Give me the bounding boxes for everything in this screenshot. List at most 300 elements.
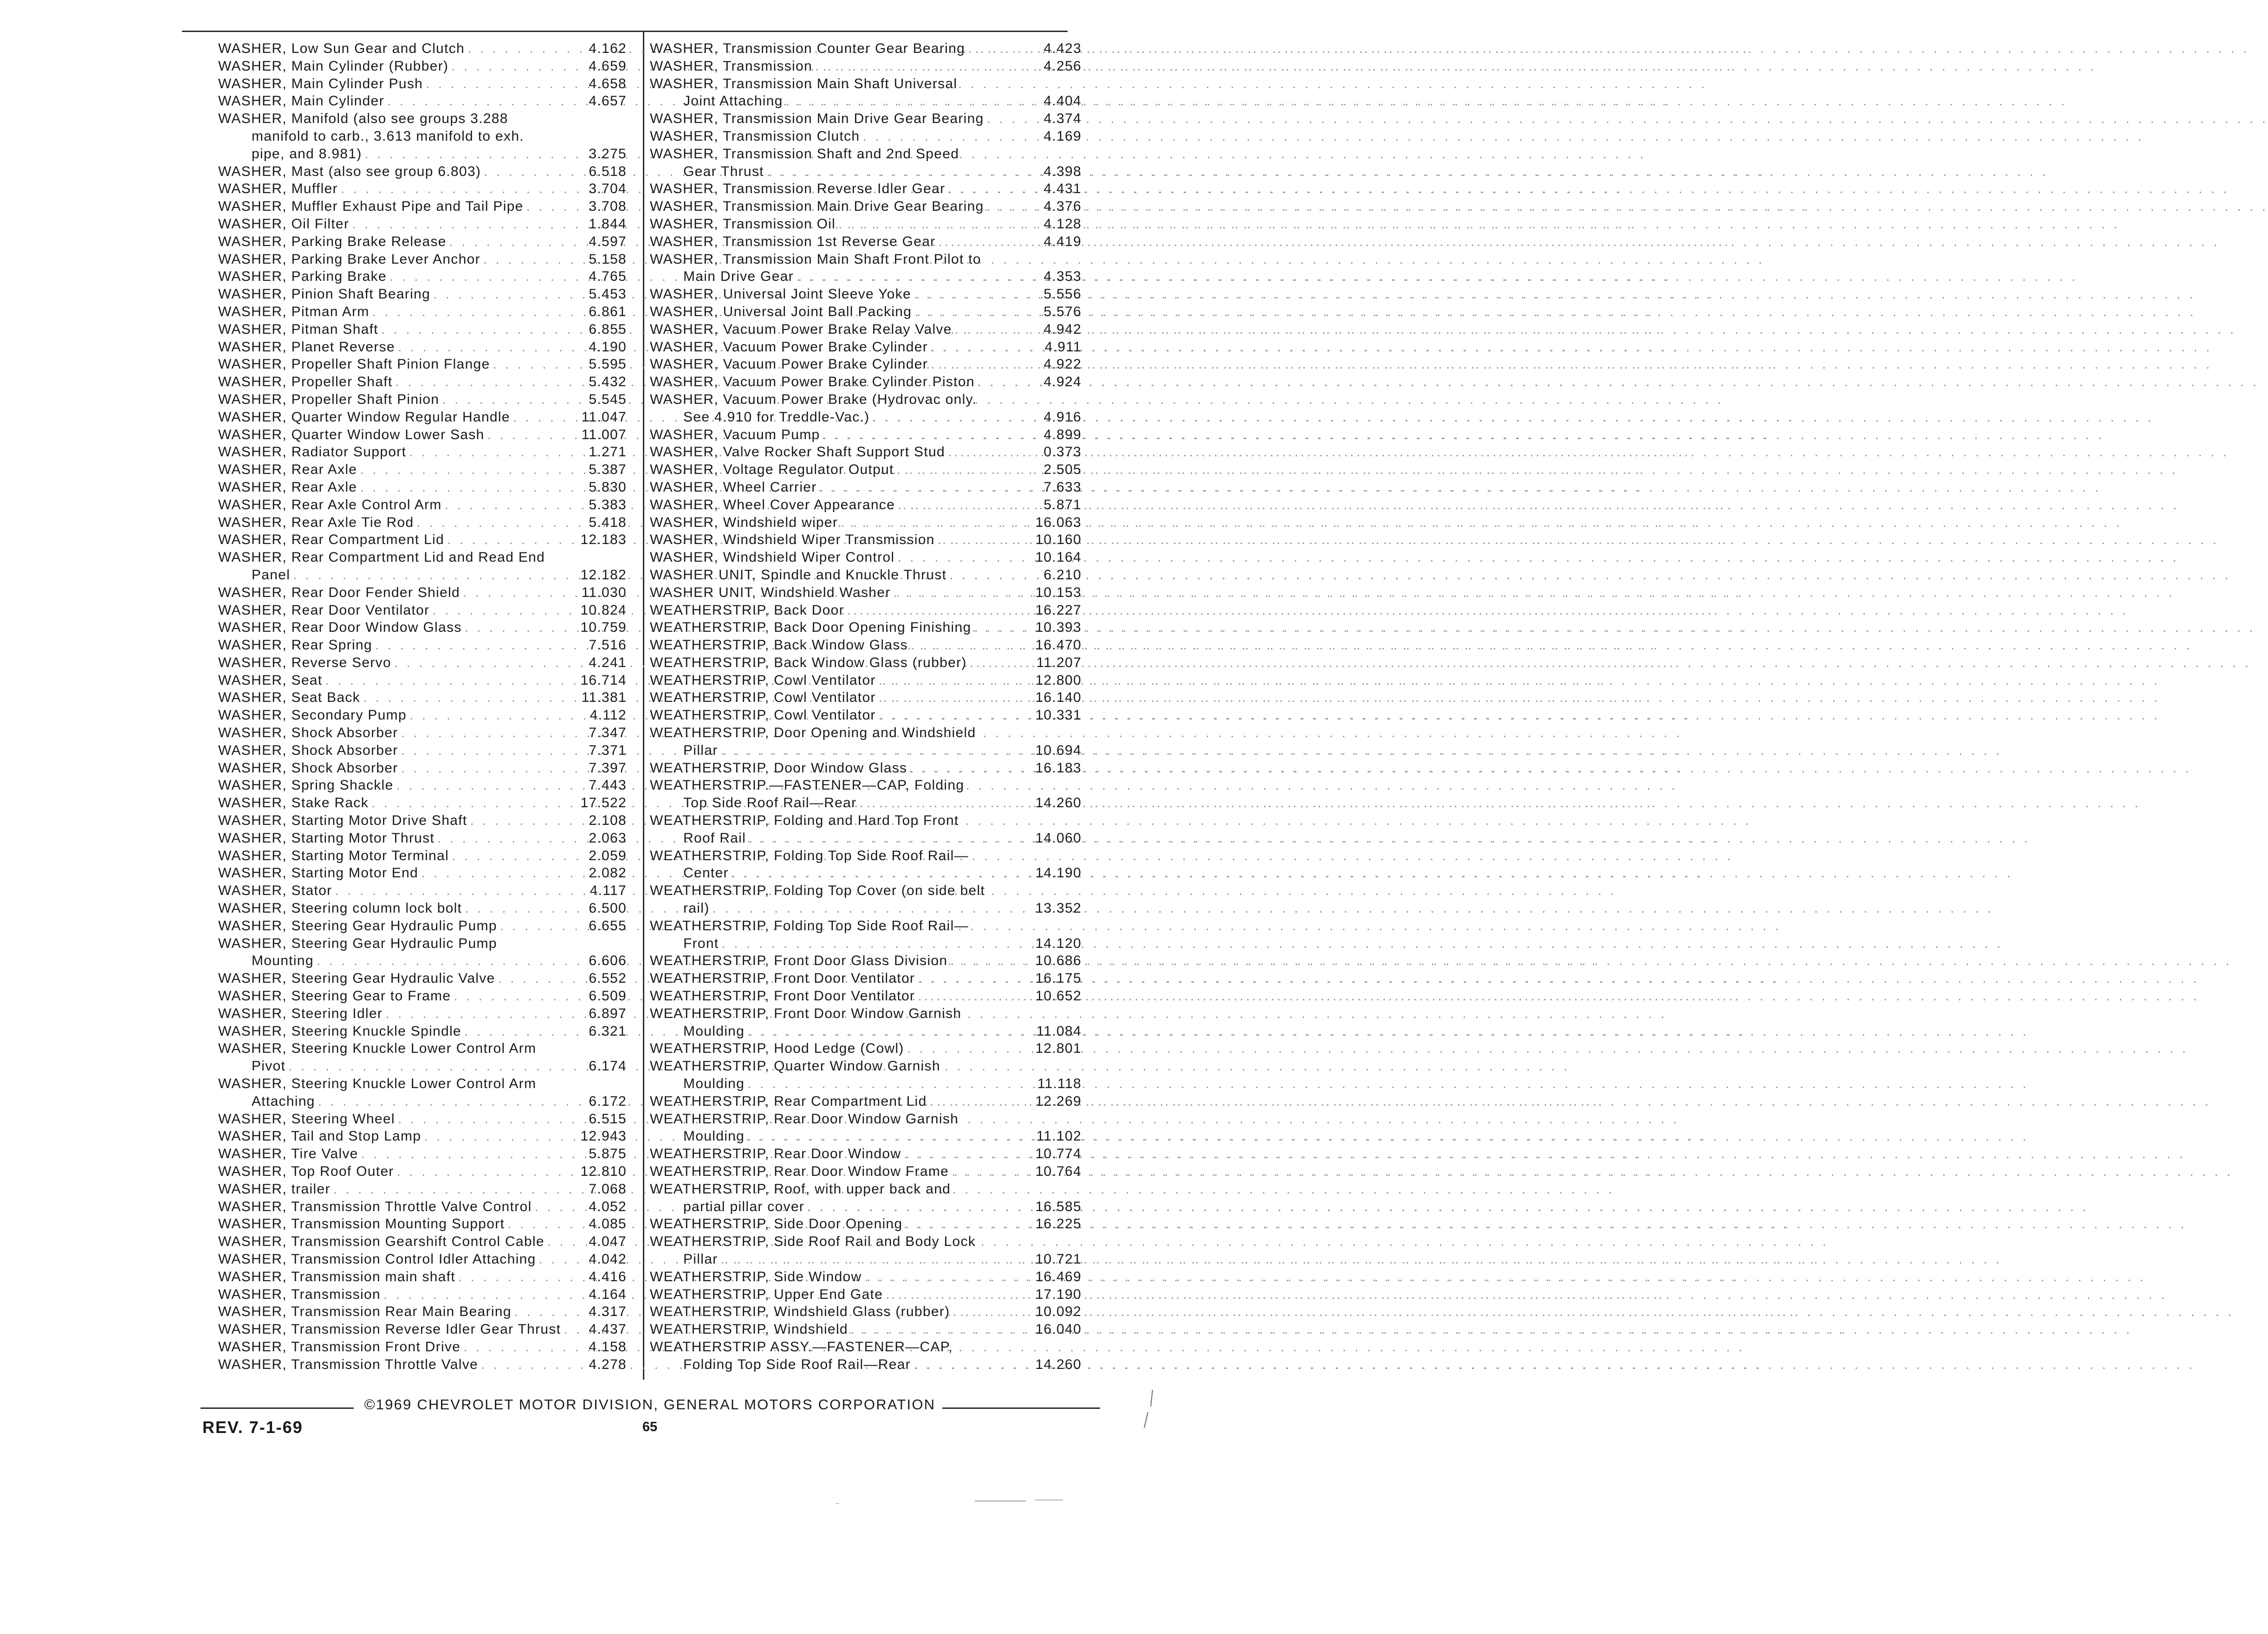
entry-row <box>650 373 1082 391</box>
entry-row <box>218 1005 627 1023</box>
index-entry <box>218 180 627 198</box>
index-entry <box>218 917 627 935</box>
entry-text-line: WASHER, Steering Gear Hydraulic Pump <box>218 935 497 951</box>
entry-row <box>218 1057 627 1075</box>
dot-leader <box>401 724 584 742</box>
dot-leader <box>442 391 584 408</box>
scan-smudge <box>1035 1499 1063 1501</box>
dot-leader <box>360 461 584 479</box>
entry-row <box>218 1268 627 1286</box>
index-entry <box>650 1233 1082 1268</box>
group-reference-number: 7.516 <box>589 637 627 653</box>
group-reference-number: 4.398 <box>1043 163 1082 179</box>
entry-row <box>218 443 627 461</box>
entry-label: WASHER, Starting Motor End <box>218 865 419 881</box>
entry-row <box>218 1198 627 1216</box>
dot-leader <box>786 92 1039 110</box>
index-entry <box>218 461 627 479</box>
group-reference-number: 6.855 <box>589 321 627 337</box>
index-entry <box>650 391 1082 426</box>
index-entry <box>218 759 627 777</box>
index-entry <box>218 58 627 75</box>
index-entry <box>650 338 1082 356</box>
group-reference-number: 11.207 <box>1036 655 1082 670</box>
entry-label: WASHER, Rear Door Window Glass <box>218 620 462 635</box>
group-reference-number: 4.374 <box>1043 111 1082 127</box>
dot-leader <box>333 1180 584 1198</box>
entry-row <box>218 1321 627 1338</box>
entry-row <box>218 215 627 233</box>
group-reference-number: 4.317 <box>589 1304 627 1320</box>
dot-leader <box>451 58 584 75</box>
group-reference-number: 6.321 <box>589 1023 627 1039</box>
dot-leader <box>905 1215 1032 1233</box>
footer-rule-right <box>942 1407 1100 1409</box>
index-entry <box>218 496 627 514</box>
group-reference-number: 16.469 <box>1035 1269 1082 1284</box>
group-reference-number: 6.172 <box>589 1093 627 1109</box>
group-reference-number: 6.655 <box>589 918 627 934</box>
entry-label: WASHER, Parking Brake Lever Anchor <box>218 251 480 267</box>
entry-label: WASHER, Tire Valve <box>218 1146 358 1162</box>
group-reference-number: 1.844 <box>589 216 627 232</box>
group-reference-number: 16.183 <box>1035 760 1082 776</box>
dot-leader <box>481 1356 584 1374</box>
dot-leader <box>396 777 584 794</box>
entry-row <box>218 900 627 917</box>
dot-leader <box>335 882 584 900</box>
group-reference-number: 4.911 <box>1044 339 1082 355</box>
entry-row <box>650 1321 1082 1338</box>
entry-row <box>650 1303 1082 1321</box>
entry-label: Main Drive Gear <box>683 269 794 285</box>
index-entry <box>650 443 1082 461</box>
entry-row <box>218 58 627 75</box>
entry-row <box>218 75 627 93</box>
index-entry <box>650 1005 1082 1040</box>
entry-row <box>218 321 627 338</box>
index-entry <box>650 303 1082 321</box>
index-entry <box>218 864 627 882</box>
dot-leader <box>815 58 1039 75</box>
index-entry <box>650 58 1082 75</box>
group-reference-number: 10.824 <box>580 602 627 618</box>
entry-label: WASHER, Radiator Support <box>218 444 407 460</box>
entry-label: WASHER, Steering Wheel <box>218 1111 395 1127</box>
group-reference-number: 4.241 <box>589 655 627 670</box>
entry-row <box>650 198 1082 215</box>
dot-leader <box>865 1268 1033 1286</box>
index-entry <box>218 443 627 461</box>
entry-row <box>218 338 627 356</box>
index-entry <box>650 882 1082 917</box>
entry-label: WASHER, Seat <box>218 672 323 688</box>
entry-label: WEATHERSTRIP, Windshield <box>650 1322 848 1337</box>
index-entry <box>650 479 1082 496</box>
index-entry <box>218 1303 627 1321</box>
index-entry <box>218 110 627 162</box>
entry-text-line: WEATHERSTRIP, Roof, with upper back and <box>650 1181 951 1197</box>
index-entry <box>218 321 627 338</box>
dot-leader <box>424 1128 577 1145</box>
entry-label: WASHER, Transmission Reverse Idler Gear Thrust <box>218 1322 561 1337</box>
index-entry <box>650 110 1082 128</box>
entry-label: WEATHERSTRIP, Back Window Glass <box>650 637 908 653</box>
index-entry <box>650 1321 1082 1338</box>
group-reference-number: 4.658 <box>589 76 627 91</box>
entry-text-line: WASHER, Transmission Main Shaft Front Pilot to <box>650 251 981 267</box>
entry-row <box>650 92 1082 110</box>
index-entry <box>650 566 1082 584</box>
entry-label: WEATHERSTRIP, Side Window <box>650 1269 862 1284</box>
group-reference-number: 4.169 <box>1043 128 1082 144</box>
index-entry <box>650 496 1082 514</box>
group-reference-number: 4.047 <box>589 1234 627 1250</box>
group-reference-number: 4.256 <box>1043 58 1082 74</box>
dot-leader <box>288 1057 584 1075</box>
entry-label: WASHER, Transmission <box>218 1286 381 1302</box>
scan-smudge <box>975 1500 1026 1502</box>
index-entry <box>218 636 627 654</box>
entry-row <box>650 1215 1082 1233</box>
entry-row <box>650 987 1082 1005</box>
entry-label: Top Side Roof Rail—Rear <box>683 795 857 811</box>
entry-row <box>218 1163 627 1180</box>
dot-leader <box>732 864 1033 882</box>
dot-leader <box>484 163 584 181</box>
entry-row <box>218 40 627 58</box>
index-entry <box>650 952 1082 970</box>
dot-leader <box>317 952 584 970</box>
dot-leader <box>483 251 584 268</box>
dot-leader <box>449 233 584 251</box>
dot-leader <box>493 356 584 373</box>
entry-label: WASHER, Transmission 1st Reverse Gear <box>650 233 936 249</box>
entry-row <box>218 689 627 707</box>
entry-row <box>650 338 1082 356</box>
entry-row <box>650 1268 1082 1286</box>
entry-label: WASHER, Transmission Control Idler Attaching <box>218 1251 536 1267</box>
dot-leader <box>949 566 1039 584</box>
dot-leader <box>767 163 1039 181</box>
dot-leader <box>539 1251 584 1268</box>
index-entry <box>218 724 627 742</box>
dot-leader <box>432 602 577 619</box>
index-entry <box>218 215 627 233</box>
entry-label: WASHER, Universal Joint Sleeve Yoke <box>650 286 911 302</box>
entry-row <box>218 970 627 987</box>
group-reference-number: 5.576 <box>1043 304 1082 319</box>
entry-row <box>218 180 627 198</box>
entry-label: Gear Thrust <box>683 163 764 179</box>
group-reference-number: 1.271 <box>589 444 627 460</box>
group-reference-number: 5.453 <box>589 286 627 302</box>
group-reference-number: 4.353 <box>1043 269 1082 285</box>
entry-row <box>218 285 627 303</box>
group-reference-number: 6.515 <box>589 1111 627 1127</box>
entry-row <box>650 654 1082 672</box>
entry-row <box>218 1093 627 1110</box>
entry-text-line: WASHER, Vacuum Power Brake (Hydrovac only. <box>650 391 977 407</box>
dot-leader <box>953 1303 1032 1321</box>
index-entry <box>650 1286 1082 1303</box>
dot-leader <box>918 987 1032 1005</box>
entry-row <box>218 987 627 1005</box>
dot-leader <box>409 443 584 461</box>
index-entry <box>218 233 627 251</box>
entry-row <box>218 759 627 777</box>
group-reference-number: 11.102 <box>1036 1128 1082 1144</box>
group-reference-number: 0.373 <box>1043 444 1082 460</box>
entry-row <box>650 864 1082 882</box>
entry-row <box>218 742 627 759</box>
entry-label: WEATHERSTRIP, Cowl Ventilator <box>650 672 876 688</box>
index-entry <box>650 812 1082 847</box>
entry-label: WEATHERSTRIP, Back Door Opening Finishing <box>650 620 972 635</box>
group-reference-number: 11.118 <box>1037 1076 1082 1092</box>
index-entry <box>650 251 1082 286</box>
index-entry <box>650 1093 1082 1110</box>
entry-label: WASHER, Parking Brake <box>218 269 387 285</box>
group-reference-number: 4.922 <box>1043 357 1082 372</box>
index-entry <box>218 1040 627 1075</box>
entry-row <box>218 602 627 619</box>
entry-label: WASHER, Steering Knuckle Spindle <box>218 1023 462 1039</box>
index-entry <box>218 1338 627 1356</box>
dot-leader <box>894 584 1033 602</box>
dot-leader <box>426 75 584 93</box>
entry-label: Roof Rail <box>683 830 746 846</box>
entry-row <box>650 1356 1082 1374</box>
entry-label: WASHER, Propeller Shaft Pinion <box>218 391 440 407</box>
entry-row <box>218 426 627 444</box>
dot-leader <box>437 830 584 847</box>
right-index-column <box>650 40 1082 1374</box>
index-entry <box>218 1251 627 1268</box>
entry-label: WASHER, Steering column lock bolt <box>218 901 462 916</box>
index-entry <box>218 356 627 373</box>
entry-row <box>218 1128 627 1145</box>
entry-row <box>650 1093 1082 1110</box>
dot-leader <box>318 1093 584 1110</box>
top-rule <box>182 31 1068 32</box>
dot-leader <box>421 864 584 882</box>
entry-row <box>218 847 627 865</box>
entry-label: WASHER, Rear Axle <box>218 479 357 495</box>
index-entry <box>218 251 627 268</box>
index-entry <box>650 356 1082 373</box>
index-entry <box>650 707 1082 724</box>
group-reference-number: 16.470 <box>1035 637 1082 653</box>
dot-leader <box>463 584 579 602</box>
entry-label: WASHER, Transmission Oil <box>650 216 836 232</box>
index-entry <box>218 619 627 636</box>
entry-row <box>218 672 627 689</box>
group-reference-number: 17.522 <box>580 795 627 811</box>
index-entry <box>218 163 627 181</box>
entry-label: Moulding <box>683 1076 745 1092</box>
entry-text-line: WEATHERSTRIP.—FASTENER—CAP, Folding <box>650 778 965 793</box>
entry-text-line: WASHER, Transmission Main Shaft Universal <box>650 76 958 91</box>
entry-row <box>218 303 627 321</box>
index-entry <box>218 935 627 970</box>
index-entry <box>218 408 627 426</box>
index-entry <box>650 619 1082 636</box>
entry-label: WEATHERSTRIP, Rear Compartment Lid <box>650 1093 927 1109</box>
entry-row <box>650 830 1082 847</box>
entry-text-line: WEATHERSTRIP, Folding and Hard Top Front <box>650 813 959 829</box>
entry-row <box>650 584 1082 602</box>
entry-label: Panel <box>252 567 291 583</box>
index-entry <box>650 531 1082 549</box>
entry-label: WASHER, Vacuum Power Brake Cylinder <box>650 357 928 372</box>
dot-leader <box>823 426 1039 444</box>
entry-row <box>218 1286 627 1303</box>
entry-text-line: WASHER, Steering Knuckle Lower Control Arm <box>218 1076 537 1092</box>
entry-label: WASHER, Transmission Reverse Idler Gear <box>650 181 946 197</box>
index-entry <box>650 198 1082 215</box>
dot-leader <box>950 952 1032 970</box>
index-entry <box>218 514 627 532</box>
index-entry <box>218 1321 627 1338</box>
index-entry <box>650 145 1082 181</box>
dot-leader <box>931 356 1039 373</box>
dot-leader <box>898 496 1039 514</box>
entry-label: WASHER UNIT, Windshield Washer <box>650 584 891 600</box>
entry-label: WASHER, Oil Filter <box>218 216 350 232</box>
group-reference-number: 10.153 <box>1035 584 1082 600</box>
group-reference-number: 4.657 <box>589 93 627 109</box>
entry-row <box>650 1023 1082 1040</box>
entry-label: WASHER, Shock Absorber <box>218 742 398 758</box>
dot-leader <box>930 1093 1033 1110</box>
group-reference-number: 4.190 <box>589 339 627 355</box>
entry-label: WASHER, Rear Compartment Lid <box>218 532 445 548</box>
group-reference-number: 16.225 <box>1035 1216 1082 1232</box>
entry-row <box>650 1145 1082 1163</box>
group-reference-number: 12.800 <box>1035 672 1082 688</box>
index-entry <box>218 777 627 794</box>
entry-label: WASHER, Voltage Regulator Output <box>650 462 894 478</box>
entry-row <box>650 268 1082 285</box>
dot-leader <box>487 426 579 444</box>
dot-leader <box>447 531 577 549</box>
group-reference-number: 12.801 <box>1035 1041 1082 1057</box>
entry-row <box>218 619 627 636</box>
entry-label: WASHER, Muffler <box>218 181 338 197</box>
entry-label: WASHER, Starting Motor Drive Shaft <box>218 813 467 829</box>
entry-row <box>218 917 627 935</box>
dot-leader <box>862 128 1039 145</box>
entry-label: WASHER, Mast (also see group 6.803) <box>218 163 481 179</box>
dot-leader <box>720 1251 1032 1268</box>
entry-row <box>218 952 627 970</box>
entry-label: WASHER, Planet Reverse <box>218 339 395 355</box>
group-reference-number: 10.652 <box>1035 988 1082 1004</box>
dot-leader <box>395 373 584 391</box>
index-entry <box>218 794 627 812</box>
group-reference-number: 10.759 <box>580 620 627 635</box>
index-entry <box>218 584 627 602</box>
entry-text-line: WEATHERSTRIP, Folding Top Side Roof Rail— <box>650 848 969 863</box>
group-reference-number: 11.084 <box>1036 1023 1082 1039</box>
group-reference-number: 5.158 <box>589 251 627 267</box>
index-entry <box>218 602 627 619</box>
dot-leader <box>465 900 584 917</box>
group-reference-number: 10.694 <box>1035 742 1082 758</box>
entry-row <box>650 40 1082 58</box>
group-reference-number: 6.861 <box>589 304 627 319</box>
dot-leader <box>713 900 1033 917</box>
entry-row <box>650 619 1082 636</box>
index-entry <box>650 549 1082 566</box>
entry-label: WASHER, Universal Joint Ball Packing <box>650 304 912 319</box>
entry-label: WASHER, Vacuum Power Brake Cylinder Piston <box>650 374 975 390</box>
entry-row <box>218 1356 627 1374</box>
index-entry <box>218 654 627 672</box>
entry-label: WASHER, Steering Gear Hydraulic Valve <box>218 971 495 986</box>
group-reference-number: 2.505 <box>1043 462 1082 478</box>
entry-label: WASHER, Transmission Main Drive Gear Bearing <box>650 199 984 214</box>
index-entry <box>218 373 627 391</box>
entry-row <box>650 602 1082 619</box>
group-reference-number: 16.227 <box>1035 602 1082 618</box>
index-entry <box>218 707 627 724</box>
entry-label: WASHER, Rear Door Ventilator <box>218 602 430 618</box>
index-entry <box>650 602 1082 619</box>
entry-label: rail) <box>683 901 710 916</box>
entry-label: See 4.910 for Treddle-Vac.) <box>683 409 870 425</box>
entry-row <box>650 321 1082 338</box>
dot-leader <box>859 794 1032 812</box>
index-entry <box>218 689 627 707</box>
entry-row <box>650 514 1082 532</box>
group-reference-number: 4.431 <box>1043 181 1082 197</box>
group-reference-number: 6.174 <box>589 1058 627 1074</box>
entry-label: Front <box>683 935 719 951</box>
entry-row <box>218 794 627 812</box>
group-reference-number: 4.404 <box>1043 93 1082 109</box>
group-reference-number: 16.714 <box>580 672 627 688</box>
entry-row <box>218 584 627 602</box>
dot-leader <box>564 1321 584 1338</box>
dot-leader <box>970 654 1034 672</box>
group-reference-number: 4.597 <box>589 233 627 249</box>
entry-label: WASHER, Steering Gear to Frame <box>218 988 451 1004</box>
dot-leader <box>394 654 584 672</box>
dot-leader <box>387 92 584 110</box>
group-reference-number: 4.423 <box>1043 41 1082 56</box>
entry-label: WASHER UNIT, Spindle and Knuckle Thrust <box>650 567 947 583</box>
dot-leader <box>974 619 1032 636</box>
entry-label: WASHER, Wheel Cover Appearance <box>650 497 895 512</box>
dot-leader <box>381 321 584 338</box>
dot-leader <box>955 321 1039 338</box>
entry-label: WEATHERSTRIP, Back Window Glass (rubber) <box>650 655 967 670</box>
group-reference-number: 4.052 <box>589 1199 627 1214</box>
index-entry <box>218 900 627 917</box>
index-entry <box>218 830 627 847</box>
group-reference-number: 11.007 <box>581 427 627 442</box>
entry-row <box>650 1198 1082 1216</box>
entry-row <box>650 58 1082 75</box>
entry-row <box>650 233 1082 251</box>
dot-leader <box>498 970 584 987</box>
entry-row <box>650 479 1082 496</box>
index-entry <box>650 215 1082 233</box>
group-reference-number: 4.085 <box>589 1216 627 1232</box>
entry-row <box>218 1233 627 1251</box>
